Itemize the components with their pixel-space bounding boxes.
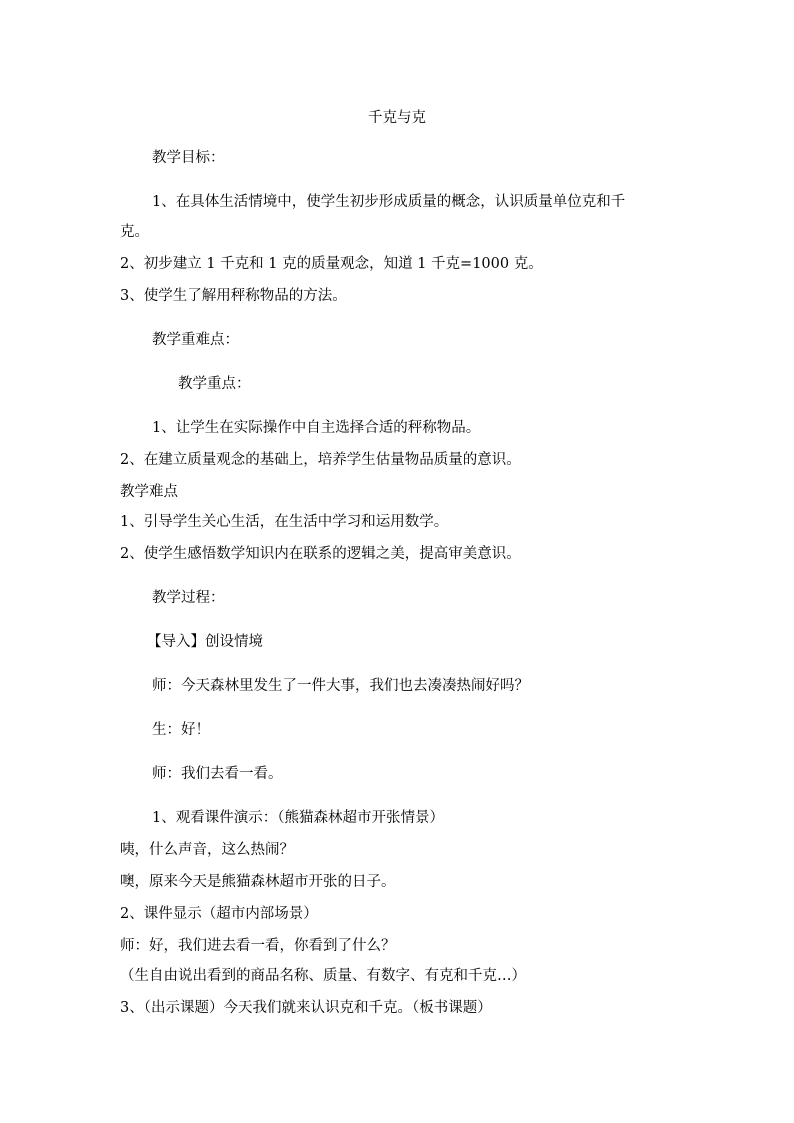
paragraph-line: 2、使学生感悟数学知识内在联系的逻辑之美，提高审美意识。 <box>120 546 521 562</box>
paragraph-line: 咦，什么声音，这么热闹？ <box>120 842 294 858</box>
section-heading-objectives: 教学目标： <box>152 150 225 166</box>
dialogue-line: 师：我们去看一看。 <box>152 766 283 782</box>
dialogue-line: 生：好！ <box>152 722 210 738</box>
paragraph-line: 3、使学生了解用秤称物品的方法。 <box>120 288 347 304</box>
paragraph-line: 3、（出示课题）今天我们就来认识克和千克。（板书课题） <box>120 1000 492 1016</box>
paragraph-line: 2、初步建立 1 千克和 1 克的质量观念，知道 1 千克=1000 克。 <box>120 256 543 272</box>
subheading-key-points: 教学重点： <box>178 376 251 392</box>
paragraph-line: 1、在具体生活情境中，使学生初步形成质量的概念，认识质量单位克和千 <box>152 194 626 210</box>
paragraph-line: 1、引导学生关心生活，在生活中学习和运用数学。 <box>120 514 449 530</box>
dialogue-line: 师：好，我们进去看一看，你看到了什么？ <box>120 938 396 954</box>
section-heading-key-difficult-points: 教学重难点： <box>152 332 239 348</box>
paragraph-line: 2、在建立质量观念的基础上，培养学生估量物品质量的意识。 <box>120 452 521 468</box>
subheading-difficult-points: 教学难点 <box>120 484 178 500</box>
paragraph-line: （生自由说出看到的商品名称、质量、有数字、有克和千克…） <box>120 968 526 984</box>
section-heading-process: 教学过程： <box>152 590 225 606</box>
paragraph-line: 2、课件显示（超市内部场景） <box>120 906 318 922</box>
document-title: 千克与克 <box>368 110 426 126</box>
paragraph-line: 噢，原来今天是熊猫森林超市开张的日子。 <box>120 874 396 890</box>
subheading-intro: 【导入】创设情境 <box>147 634 263 650</box>
paragraph-line: 1、让学生在实际操作中自主选择合适的秤称物品。 <box>152 420 481 436</box>
paragraph-line: 1、观看课件演示：（熊猫森林超市开张情景） <box>152 810 444 826</box>
dialogue-line: 师：今天森林里发生了一件大事，我们也去凑凑热闹好吗？ <box>152 678 529 694</box>
paragraph-line: 克。 <box>120 224 149 240</box>
